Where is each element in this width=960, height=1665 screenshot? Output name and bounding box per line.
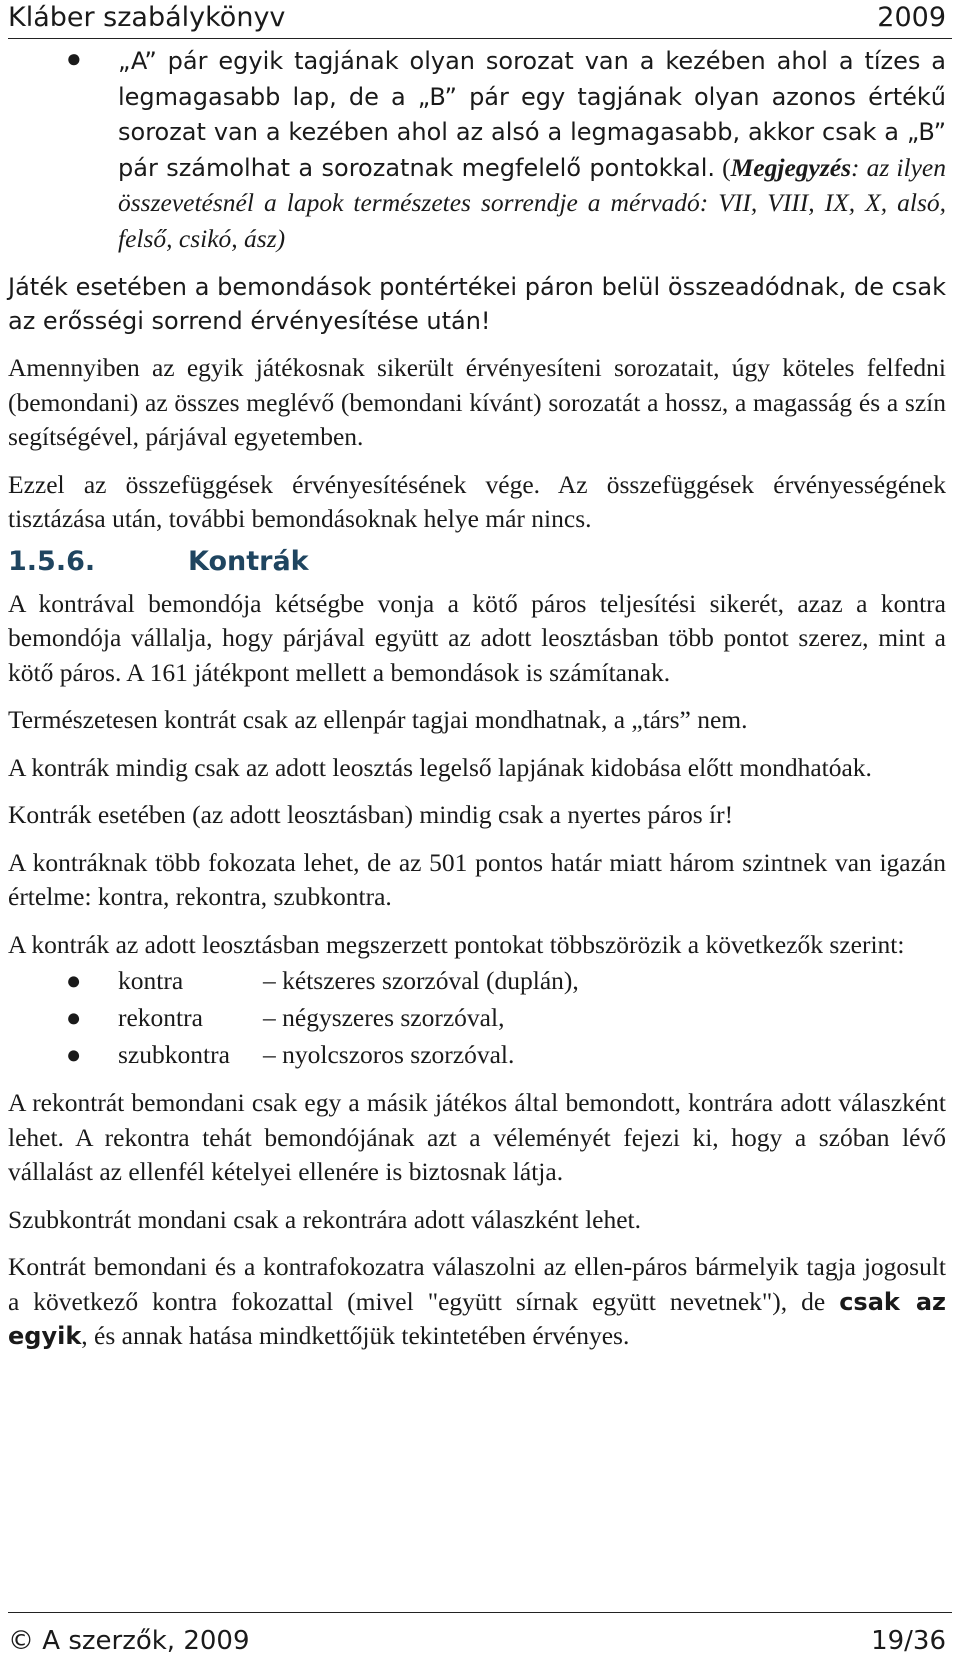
page-content [8, 44, 946, 1354]
document-page [8, 0, 952, 1665]
page-header [8, 0, 952, 39]
multiplier-desc: – nyolcszoros szorzóval. [263, 1040, 515, 1069]
multiplier-desc: – négyszeres szorzóval, [263, 1003, 505, 1032]
para-k9 [8, 1250, 946, 1354]
header-title: Kláber szabálykönyv [8, 2, 286, 33]
para-k4: Kontrák esetében (az adott leosztásban) mindig csak a nyertes páros ír! [8, 800, 734, 829]
para-k2: Természetesen kontrát csak az ellenpár tagjai mondhatnak, a „társ” nem. [8, 705, 748, 734]
para-sum: Játék esetében a bemondások pontértékei páron belül összeadódnak, de csak az erősségi sorrend érvényesítése után! [8, 273, 946, 335]
multiplier-name: kontra [118, 966, 184, 995]
para-k1: A kontrával bemondója kétségbe vonja a kötő páros teljesítési sikerét, azaz a kontra bemondója vállalja, hogy párjával együtt az adott leosztásban több pontot szerez, mint a kötő páros. A 161 játékpont mellett a bemondások is számítanak. [8, 588, 946, 687]
list-item [8, 1036, 946, 1073]
note-label: Megjegyzés [730, 152, 852, 182]
page-footer [8, 1612, 952, 1661]
multiplier-name: szubkontra [118, 1040, 230, 1069]
para-k7: A rekontrát bemondani csak egy a másik játékos által bemondott, kontrára adott válaszként lehet. A rekontra tehát bemondójának azt a véleményét fejezi ki, hogy a szóban lévő vállalást az ellenfél kételyei ellenére is biztosnak látja. [8, 1088, 946, 1186]
para-k5: A kontráknak több fokozata lehet, de az 501 pontos határ miatt három szintnek van igazán értelme: kontra, rekontra, szubkontra. [8, 847, 946, 911]
para-k9-bold: csak az egyik [8, 1287, 946, 1350]
footer-copyright: © A szerzők, 2009 [8, 1626, 250, 1656]
multiplier-desc: – kétszeres szorzóval (duplán), [263, 966, 579, 995]
para-reveal: Amennyiben az egyik játékosnak sikerült érvényesíteni sorozatait, úgy köteles felfedni (bemondani) az összes meglévő (bemondani kívánt) sorozatát a hossz, a magasság és a szín segítségével, párjával egyetemben. [8, 353, 946, 451]
section-heading [8, 543, 946, 581]
bullet-icon: ● [66, 1040, 82, 1069]
para-k9-after: , és annak hatása mindkettőjük tekintetében érvényes. [81, 1321, 630, 1350]
para-k8: Szubkontrát mondani csak a rekontrára adott válaszként lehet. [8, 1204, 642, 1234]
para-end: Ezzel az összefüggések érvényesítésének vége. Az összefüggések érvényességének tisztázása után, további bemondásoknak helye már nincs. [8, 469, 946, 533]
note-open: ( [715, 152, 731, 182]
para-k6: A kontrák az adott leosztásban megszerzett pontokat többszörözik a következők szerint: [8, 929, 905, 959]
bullet-icon: ● [66, 1003, 82, 1032]
bullet-intro-text [118, 44, 946, 257]
section-title: Kontrák [188, 545, 309, 577]
header-year: 2009 [877, 2, 946, 33]
list-item [8, 962, 946, 999]
section-number: 1.5.6. [8, 545, 96, 577]
bullet-intro-sans: „A” pár egyik tagjának olyan sorozat van a kezében ahol a tízes a legmagasabb lap, de a „B” pár egy tagjának olyan azonos értékű sorozat van a kezében ahol az alsó a legmagasabb, akkor csak a „B” pár számolhat a sorozatnak megfelelő pontokkal. [118, 47, 946, 182]
bullet-intro [8, 44, 946, 257]
bullet-icon: ● [66, 44, 82, 73]
multiplier-list [8, 962, 946, 1073]
multiplier-name: rekontra [118, 1003, 203, 1032]
bullet-icon: ● [66, 966, 82, 995]
para-k9-before: Kontrát bemondani és a kontrafokozatra válaszolni az ellen-páros bármelyik tagja jogosult a következő kontra fokozattal (mivel "együtt sírnak együtt nevetnek"), de [8, 1252, 946, 1316]
para-k3: A kontrák mindig csak az adott leosztás legelső lapjának kidobása előtt mondhatóak. [8, 752, 872, 782]
list-item [8, 999, 946, 1036]
footer-page-number: 19/36 [871, 1626, 946, 1656]
note-text: : az ilyen összevetésnél a lapok természetes sorrendje a mérvadó: VII, VIII, IX, X, alsó, felső, csikó, ász) [118, 152, 946, 253]
